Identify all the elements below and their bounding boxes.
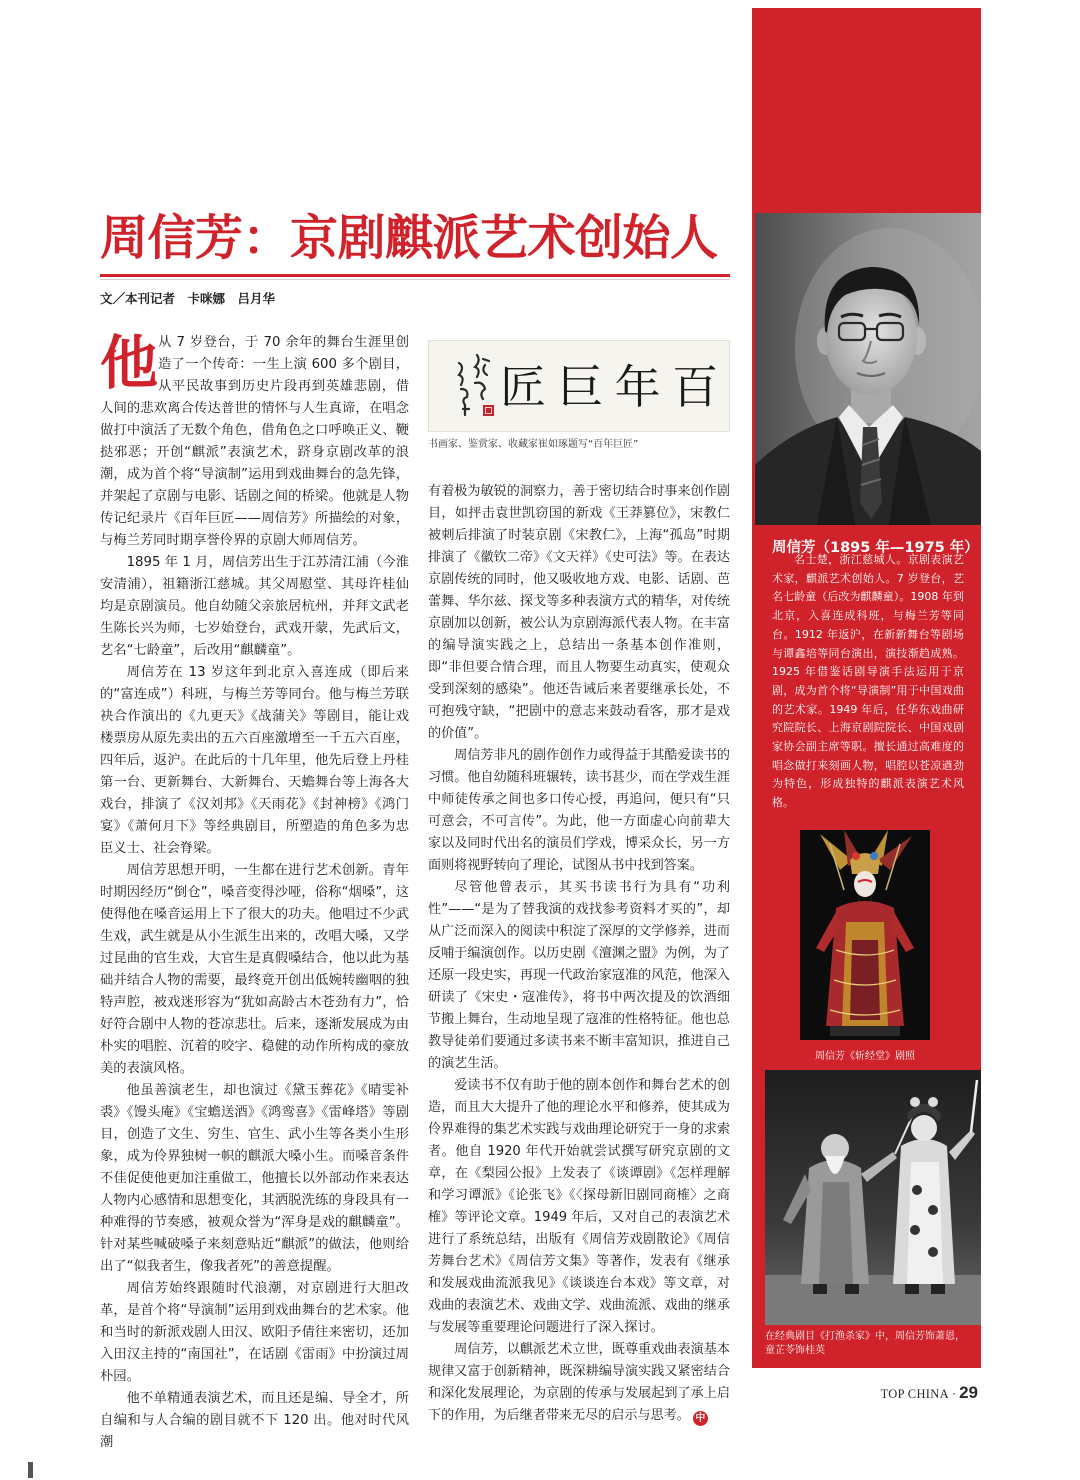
page-footer [881,1383,978,1403]
sidebar-name-heading: 周信芳（1895 年—1975 年） [772,540,979,556]
page-number: 29 [959,1383,978,1402]
calligraphy-signature [439,349,499,425]
title-rule [100,274,730,277]
calligraphy-caption: 书画家、鉴赏家、收藏家崔如琢题写“百年巨匠” [428,439,639,450]
article-column-right [428,481,730,1427]
paragraph: 周信芳在 13 岁这年到北京入喜连成（即后来的“富连成”）科班，与梅兰芳等同台。他与梅兰芳联袂合作演出的《九更天》《战蒲关》等剧目，能让戏楼票房从原先卖出的五六百座激增至一千五六百座，四年后，返沪。在此后的十几年里，他先后登上丹桂第一台、更新舞台、大新舞台、天蟾舞台等上海各大戏台，排演了《汉刘邦》《天雨花》《封神榜》《鸿门宴》《萧何月下》等经典剧目，所塑造的角色多为忠臣义士、社会脊梁。 [100,665,409,856]
photo-caption: 在经典剧目《打渔杀家》中，周信芳饰萧恩，童芷苓饰桂英 [765,1331,965,1356]
paragraph: 他虽善演老生，却也演过《黛玉葬花》《晴雯补裘》《馒头庵》《宝蟾送酒》《鸿鸾喜》《雷峰塔》等剧目，创造了文生、穷生、官生、武小生等各类小生形象，成为伶界独树一帜的麒派大嗓小生。而嗓音条件不佳促使他更加注重做工，他擅长以外部动作来表达人物内心感情和思想变化，其洒脱洗练的身段具有一种难得的节奏感，被观众誉为“浑身是戏的麒麟童”。针对某些喊破嗓子来刻意贴近“麒派”的做法，他则给出了“似我者生，像我者死”的善意提醒。 [100,1083,409,1274]
photo-caption: 周信芳《斩经堂》剧照 [815,1051,915,1062]
article-column-left [100,329,409,1454]
end-mark-icon: 中 [693,1411,708,1426]
footer-separator: · [951,1387,957,1401]
paragraph-text: 从 7 岁登台，于 70 余年的舞台生涯里创造了一个传奇：一生上演 600 多个剧目，从平民故事到历史片段再到英雄悲剧，借人间的悲欢离合传达普世的情怀与人生真谛，在唱念做打中演活了无数个角色，借角色之口呼唤正义、鞭挞邪恶；开创“麒派”表演艺术，跻身京剧改革的浪潮，成为首个将“导演制”运用到戏曲舞台的急先锋，并架起了京剧与电影、话剧之间的桥梁。他就是人物传记纪录片《百年巨匠——周信芳》所描绘的对象，与梅兰芳同时期享誉伶界的京剧大师周信芳。 [100,335,409,548]
stage-photo [765,1070,981,1325]
paragraph-opening [100,329,409,552]
paragraph-continued: 有着极为敏锐的洞察力，善于密切结合时事来创作剧目，如抨击袁世凯窃国的新戏《王莽篡位》，宋教仁被刺后排演了时装京剧《宋教仁》，上海“孤岛”时期排演了《徽钦二帝》《文天祥》《史可法》等。在表达京剧传统的同时，他又吸收地方戏、电影、话剧、芭蕾舞、华尔兹、探戈等多种表演方式的精华，对传统京剧加以创新，被公认为京剧海派代表人物。在丰富的编导演实践之上，总结出一条基本创作准则，即“非但要合情合理，而且人物要生动真实，使观众受到深刻的感染”。他还告诫后来者要继承长处，不可抱残守缺，“把剧中的意志来鼓动看客，那才是戏的价值”。 [428,484,730,741]
page-edge-mark [28,1462,33,1478]
article-title: 周信芳：京剧麒派艺术创始人 [100,210,718,266]
paragraph: 周信芳思想开明，一生都在进行艺术创新。青年时期因经历“倒仓”，嗓音变得沙哑，俗称“烟嗓”，这使得他在嗓音运用上下了很大的功夫。他唱过不少武生戏，武生就是从小生派生出来的，改唱大嗓，又学过昆曲的官生戏，大官生是真假嗓结合，他以此为基础并结合人物的需要，最终竟开创出低婉转幽咽的独特声腔，被戏迷形容为“犹如高龄古木苍劲有力”，恰好符合剧中人物的苍凉悲壮。后来，逐渐发展成为由朴实的唱腔、沉着的咬字、稳健的动作所构成的豪放美的表演风格。 [100,863,409,1076]
paragraph: 周信芳始终跟随时代浪潮，对京剧进行大胆改革，是首个将“导演制”运用到戏曲舞台的艺术家。他和当时的新派戏剧人田汉、欧阳予倩往来密切，还加入田汉主持的“南国社”，在话剧《雷雨》中扮演过周朴园。 [100,1281,409,1384]
sidebar-bio: 名士楚，浙江慈城人。京剧表演艺术家，麒派艺术创始人。7 岁登台，艺名七龄童（后改为麒麟童）。1908 年到北京，入喜连成科班，与梅兰芳等同台。1912 年返沪，在新新舞台等剧场与谭鑫培等同台演出，演技渐趋成熟。1925 年借鉴话剧导演手法运用于京剧，成为首个将“导演制”用于中国戏曲的艺术家。1949 年后，任华东戏曲研究院院长、上海京剧院院长、中国戏剧家协会副主席等职。擅长通过高难度的唱念做打来刻画人物，唱腔以苍凉遒劲为特色，形成独特的麒派表演艺术风格。 [772,553,964,810]
opera-costume-photo [800,830,930,1040]
title-rule-thin [100,279,730,280]
paragraph: 爱读书不仅有助于他的剧本创作和舞台艺术的创造，而且大大提升了他的理论水平和修养，使其成为伶界难得的集艺术实践与戏曲理论研究于一身的求索者。他自 1920 年代开始就尝试撰写研究京剧的文章，在《梨园公报》上发表了《谈谭剧》《怎样理解和学习谭派》《论张飞》《〈探母新旧剧同商榷〉之商榷》等评论文章。1949 年后，又对自己的表演艺术进行了系统总结，出版有《周信芳戏剧散论》《周信芳舞台艺术》《周信芳文集》等著作，发表有《继承和发展戏曲流派我见》《谈谈连台本戏》等文章，对戏曲的表演艺术、戏曲文学、戏曲流派、戏曲的继承与发展等重要理论问题进行了深入探讨。 [428,1078,730,1335]
calligraphy-character: 年 [614,360,661,414]
calligraphy-image [428,340,730,432]
sidebar-red [752,8,981,1368]
paragraph: 他不单精通表演艺术，而且还是编、导全才，所自编和与人合编的剧目就不下 120 出。他对时代风潮 [100,1391,409,1450]
paragraph-closing [428,1339,730,1427]
byline: 文／本刊记者 卡咪娜 吕月华 [100,291,276,306]
paragraph-text: 周信芳，以麒派艺术立世，既尊重戏曲表演基本规律又富于创新精神，既深耕编导演实践又紧密结合和深化发展理论，为京剧的传承与发展起到了承上启下的作用，为后继者带来无尽的启示与思考。 [428,1342,730,1423]
drop-cap: 他 [100,329,159,397]
portrait-photo [755,213,981,525]
calligraphy-characters [497,353,721,421]
magazine-name: TOP CHINA [880,1387,949,1401]
paragraph: 尽管他曾表示，其买书读书行为具有“功利性”——“是为了替我演的戏找参考资料才买的”，却从广泛而深入的阅读中积淀了深厚的文学修养，进而反哺于编演创作。以历史剧《澶渊之盟》为例，为了还原一段史实，再现一代政治家寇准的风范，他深入研读了《宋史・寇准传》，将书中两次提及的饮酒细节搬上舞台，生动地呈现了寇准的性格特征。他也总教导徒弟们要通过多读书来不断丰富知识，推进自己的演艺生活。 [428,880,730,1071]
calligraphy-character: 百 [671,360,718,414]
calligraphy-character: 匠 [500,360,546,414]
calligraphy-character: 巨 [557,360,604,414]
paragraph: 周信芳非凡的剧作创作力或得益于其酷爱读书的习惯。他自幼随科班辗转，读书甚少，而在学戏生涯中师徒传承之间也多口传心授，再追问，便只有“只可意会，不可言传”。为此，他一方面虚心向前辈大家以及同时代出名的演员们学戏，博采众长，另一方面则将视野转向了理论，试图从书中找到答案。 [428,748,730,873]
paragraph: 1895 年 1 月，周信芳出生于江苏清江浦（今淮安清浦），祖籍浙江慈城。其父周慰堂、其母许桂仙均是京剧演员。他自幼随父亲旅居杭州，并拜文武老生陈长兴为师，七岁始登台，武戏开蒙，先武后文，艺名“七龄童”，后改用“麒麟童”。 [100,555,409,658]
